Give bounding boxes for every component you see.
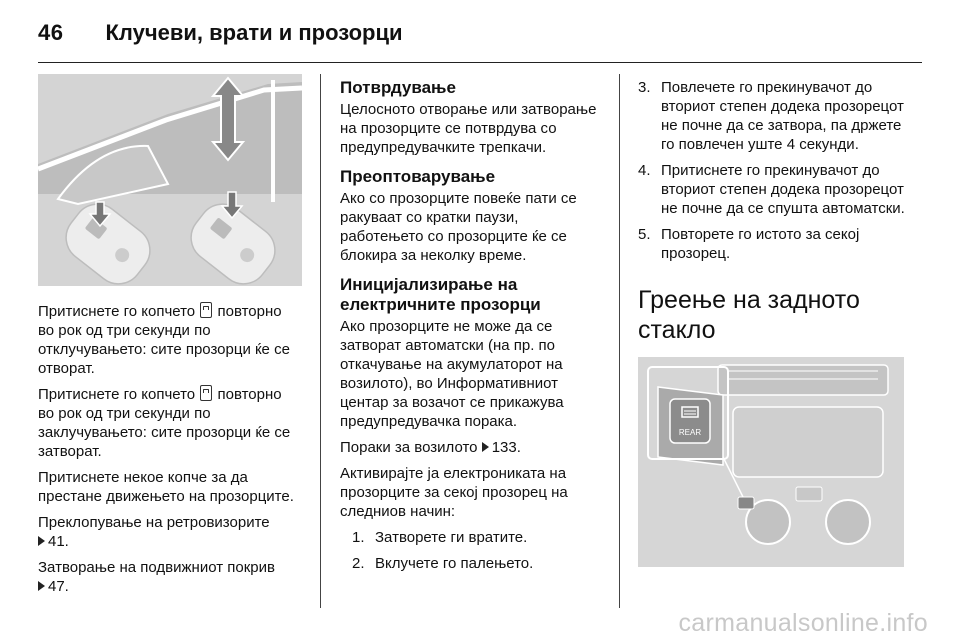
page-ref-arrow-icon — [38, 581, 45, 591]
step-item: 4. Притиснете го прекинувачот до вториот степен додека прозорецот не почне да се спушта автоматски. — [638, 162, 905, 217]
paragraph-initialization: Ако прозорците не може да се затворат автоматски (на пр. по откачување на акумулаторот на возилото), во Информативниот центар за возачот се прикажува предупредувачка порака. — [340, 318, 564, 430]
section-heading-rear-defrost: Греење на задното стакло — [638, 286, 860, 344]
key-window-figure — [38, 74, 302, 286]
paragraph-activate: Активирајте ја електрониката на прозорците за секој прозорец на следниов начин: — [340, 465, 568, 520]
column-3 — [638, 74, 906, 567]
page-title: Клучеви, врати и прозорци — [105, 20, 403, 45]
step-item: 5. Повторете го истото за секој прозорец. — [638, 226, 860, 262]
paragraph-confirmation: Целосното отворање или затворање на прозорците се потврдува со предупредувачките трепкачи. — [340, 101, 597, 156]
watermark: carmanualsonline.info — [678, 609, 928, 637]
rear-window-button-figure — [638, 357, 904, 567]
paragraph-unlock: Притиснете го копчето повторно во рок од три секунди по отклучувањето: сите прозорци ќе се отворат. — [38, 303, 290, 377]
rear-label: REAR — [678, 428, 702, 437]
heading-initialization: Иницијализирање на електричните прозорци — [340, 275, 541, 314]
paragraph-stop: Притиснете некое копче за да престане движењето на прозорците. — [38, 469, 294, 505]
unlock-key-icon — [200, 302, 212, 318]
lock-key-icon — [200, 385, 212, 401]
paragraph-vehicle-messages-ref: Пораки за возилото 133. — [340, 439, 521, 456]
paragraph-lock: Притиснете го копчето повторно во рок од три секунди по заклучувањето: сите прозорци ќе се затворат. — [38, 386, 291, 460]
page-ref-arrow-icon — [38, 536, 45, 546]
column-2 — [340, 74, 602, 580]
heading-confirmation: Потврдување — [340, 78, 456, 97]
column-divider — [320, 74, 321, 608]
step-item: 3. Повлечете го прекинувачот до вториот степен додека прозорецот не почне да се затвора, па држете го повлечен уште 4 секунди. — [638, 79, 904, 153]
page-ref-arrow-icon — [482, 442, 489, 452]
page-number: 46 — [38, 20, 64, 45]
heading-overload: Преоптоварување — [340, 167, 496, 186]
paragraph-roof-ref: Затворање на подвижниот покрив 47. — [38, 559, 275, 595]
step-item: 1. Затворете ги вратите. — [352, 529, 528, 546]
page-ref-link[interactable]: 41. — [48, 533, 69, 550]
column-divider — [619, 74, 620, 608]
header-rule — [38, 62, 922, 63]
step-item: 2. Вклучете го палењето. — [352, 555, 534, 572]
page-ref-link[interactable]: 133. — [491, 439, 521, 456]
column-1 — [38, 74, 300, 603]
paragraph-overload: Ако со прозорците повеќе пати се ракуваат со кратки паузи, работењето со прозорците ќе се блокира за неколку време. — [340, 190, 577, 264]
page-header — [38, 10, 403, 56]
page-ref-link[interactable]: 47. — [48, 578, 69, 595]
paragraph-mirror-ref: Преклопување на ретровизорите 41. — [38, 514, 270, 550]
